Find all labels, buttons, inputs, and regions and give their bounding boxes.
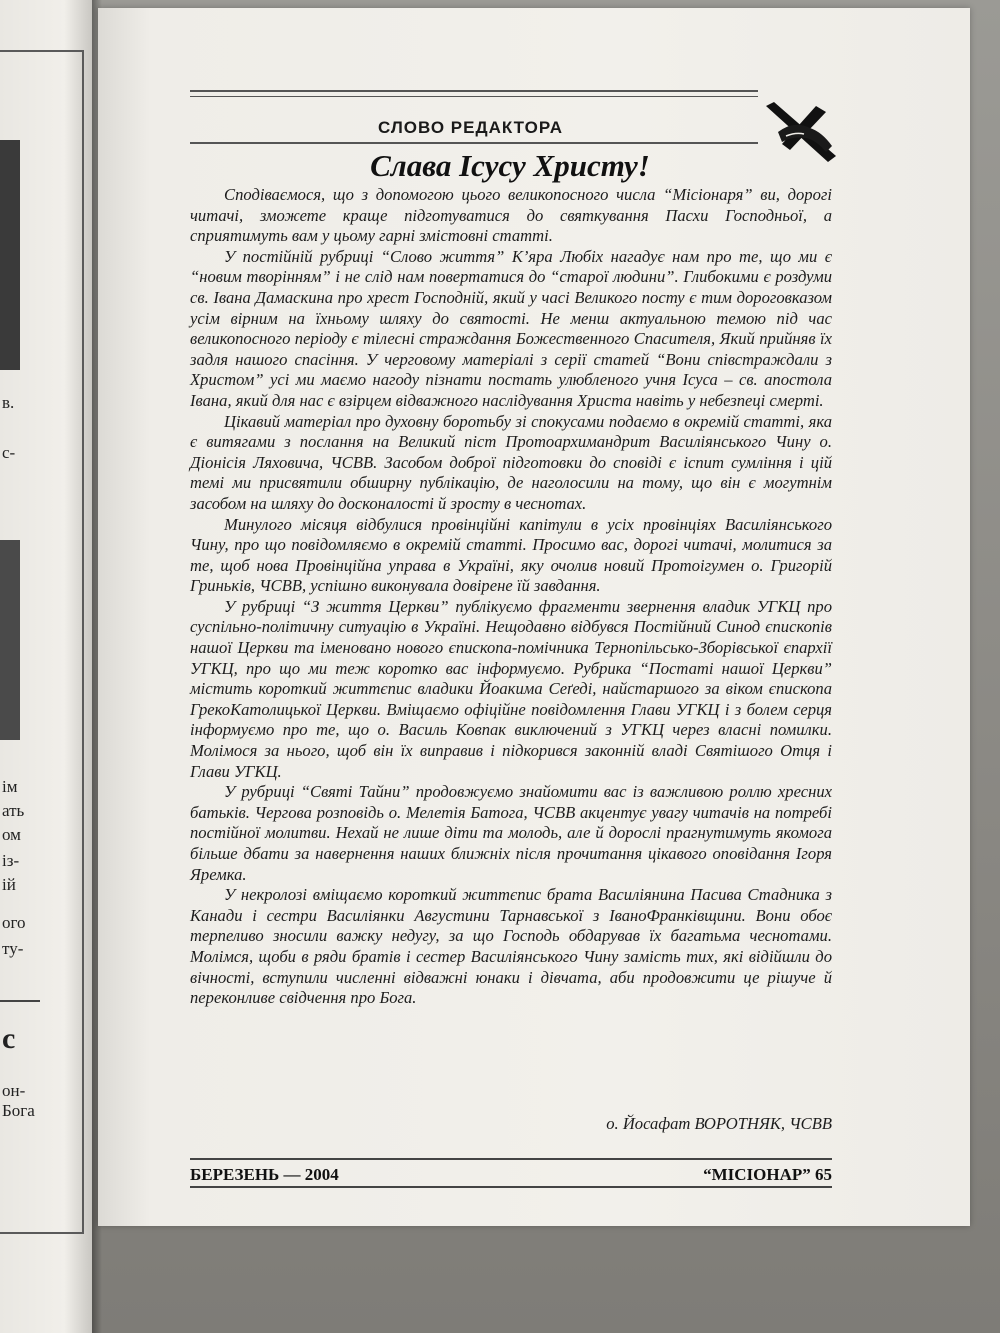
left-fragment: ом	[2, 825, 21, 844]
left-page-photo	[0, 140, 20, 370]
magazine-name-and-page	[703, 1165, 832, 1185]
left-fragment: в.	[2, 393, 15, 412]
left-fragment: Бога	[2, 1101, 35, 1120]
left-fragment: с-	[2, 443, 16, 462]
author-signature: о. Йосафат ВОРОТНЯК, ЧСВВ	[606, 1114, 832, 1133]
header-rule-bottom	[190, 142, 758, 144]
article-body	[190, 185, 832, 1009]
article-paragraph: Минулого місяця відбулися провінційні капітули в усіх провінціях Василіянського Чину, про що повідомляємо в окремій статті. Просимо вас, дорогі читачі, молитися за те, щоб нова Провінційна управа в Україні, яку очолив новий Протоігумен о. Григорій Гриньків, ЧСВВ, успішно виконувала довірене їй завдання.	[190, 514, 832, 596]
article-paragraph: Сподіваємося, що з допомогою цього великопосного числа “Місіонаря” ви, дорогі читачі, зможете краще підготуватися до святкування Пасхи Господньої, а сприятимуть вам у цьому гарні змістовні статті.	[190, 185, 832, 246]
footer-rule-top	[190, 1158, 832, 1160]
left-fragment: ім	[2, 777, 18, 796]
article-title: Слава Ісусу Христу!	[370, 148, 650, 183]
magazine-name: “МІСІОНАР”	[703, 1165, 811, 1184]
left-fragment: ать	[2, 801, 25, 820]
left-fragment: ого	[2, 913, 26, 932]
header-rule-top	[190, 90, 758, 92]
left-fragment: ту-	[2, 939, 24, 958]
article-paragraph: Цікавий матеріал про духовну боротьбу зі спокусами подаємо в окремій статті, яка є витягами з послання на Великий піст Протоархимандрит Василіянського Чину о. Діонісія Ляховича, ЧСВВ. Засобом доброї підготовки до сповіді є іспит сумління і цій темі ми присвятили обширну публікацію, де наголосили на тому, що він є могутнім засобом на шляху до досконалості й зросту в чеснотах.	[190, 411, 832, 513]
left-fragment: ій	[2, 875, 16, 894]
article-paragraph: У рубриці “Святі Тайни” продовжуємо знайомити вас із важливою роллю хресних батьків. Чергова розповідь о. Мелетія Батога, ЧСВВ акцентує увагу читачів на потребі постійної молитви. Нехай не лише діти та молодь, але й дорослі прагнутимуть якомога більше дбати за навернення наших ближніх після прочитання цікавого оповідання Ігоря Яремка.	[190, 782, 832, 884]
article-paragraph: У постійній рубриці “Слово життя” К’яра Любіх нагадує нам про те, що ми є “новим творінням” і не слід нам повертатися до “старої людини”. Глибокими є роздуми св. Івана Дамаскина про хрест Господній, який у часі Великого посту є тим дороговказом усім вірним на їхньому шляху до святості. Не менш актуальною темою під час великопосного періоду є тілесні страждання Божественного Спасителя, Який прийняв їх задля нашого спасіння. У черговому матеріалі з серії статей “Вони співстраждали з Христом” усі ми маємо нагоду пізнати постать улюбленого учня Ісуса – св. апостола Івана, який для нас є взірцем відважного наслідування Христа навіть у небезпеці смерті.	[190, 246, 832, 410]
left-fragment: он-	[2, 1081, 26, 1100]
footer-rule-bottom	[190, 1186, 832, 1188]
left-page-rule	[0, 1000, 40, 1002]
left-fragment: із-	[2, 851, 20, 870]
article-paragraph: У рубриці “З життя Церкви” публікуємо фрагменти звернення владик УГКЦ про суспільно-політичну ситуацію в Україні. Нещодавно відбувся Постійний Синод єпископів нашої Церкви та іменовано нового єпископа-помічника Тернопільсько-Зборівської єпархії УГКЦ, про що ми теж коротко вас інформуємо. Рубрика “Постаті нашої Церкви” містить короткий життєпис владики Йоакима Сеґеді, найстаршого за віком єпископа ГрекоКатолицької Церкви. Вміщаємо офіційне повідомлення Глави УГКЦ і з болем серця інформуємо про те, що о. Василь Ковпак виключений з УГКЦ через власні помилки. Молімося за нього, щоб він їх виправив і підкорився законній владі Святішого Отця і Глави УГКЦ.	[190, 596, 832, 781]
left-facing-page	[0, 0, 92, 1333]
left-fragment: с	[2, 1022, 16, 1055]
article-paragraph: У некролозі вміщаємо короткий життєпис брата Василіянина Пасива Стадника з Канади і сестри Василіянки Августини Тарнавської з ІваноФранківщини. Вони обоє терпеливо зносили важку недугу, за що Господь обдарував їх багатьма чеснотами. Молімся, щоби в ряди братів і сестер Василіянського Чину замість тих, які відійшли до вічності, вступили численні відважні юнаки і дівчата, аби продовжити це рішуче й переконливе свідчення про Бога.	[190, 885, 832, 1008]
page-number: 65	[815, 1165, 832, 1184]
header-rule-top-thin	[190, 96, 758, 97]
rubric-title: СЛОВО РЕДАКТОРА	[378, 118, 563, 137]
issue-date: БЕРЕЗЕНЬ — 2004	[190, 1165, 339, 1184]
left-page-photo-2	[0, 540, 20, 740]
